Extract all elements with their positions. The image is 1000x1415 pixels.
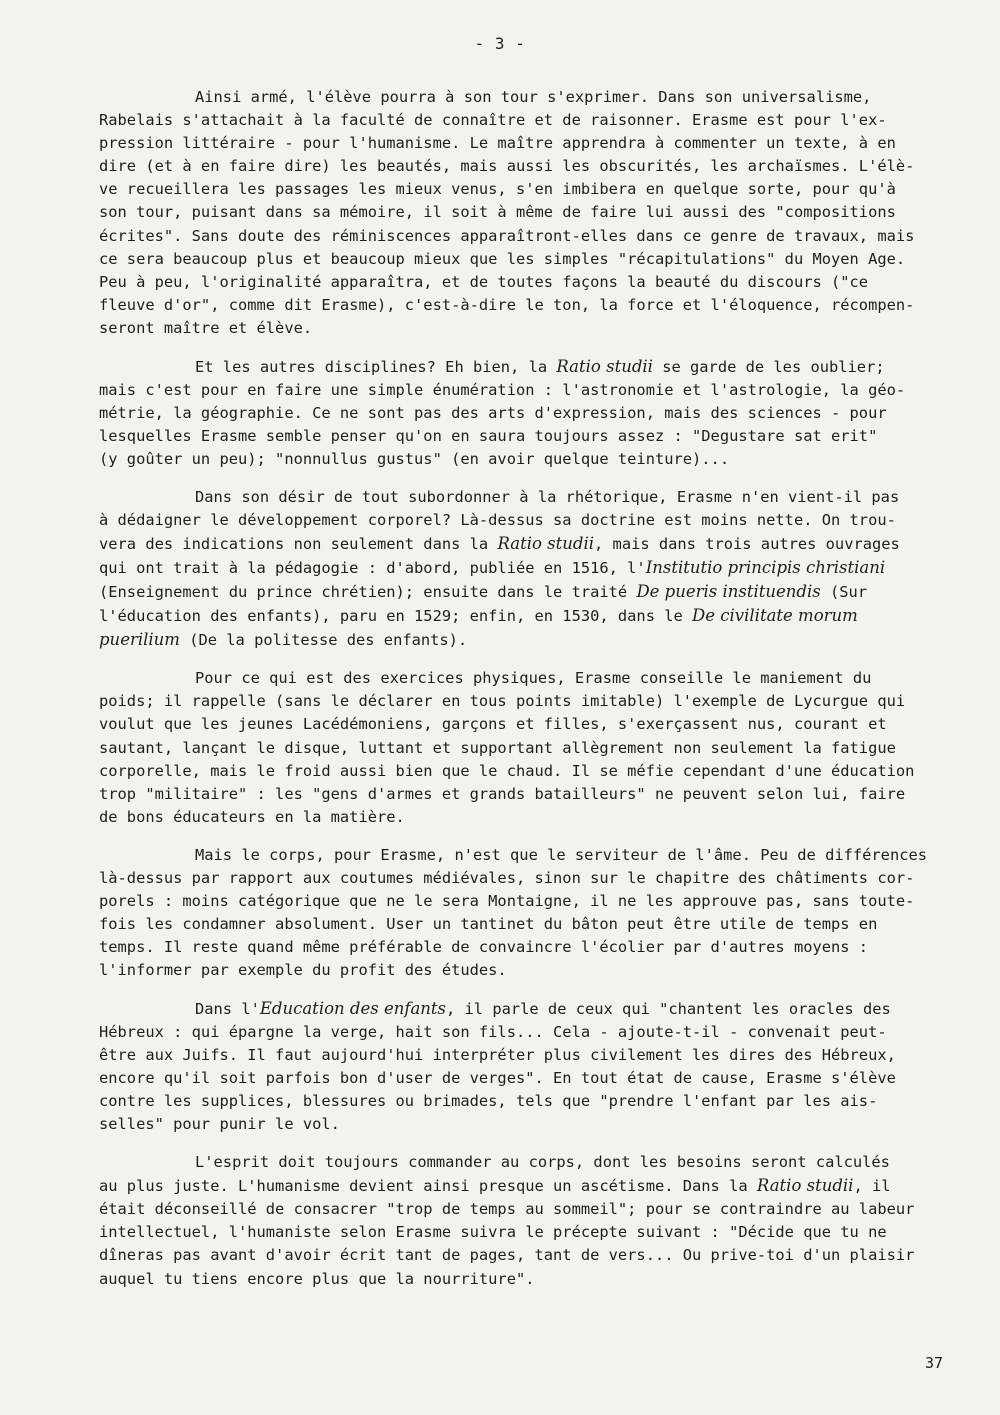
text-line xyxy=(99,1113,964,1136)
text-line xyxy=(99,178,964,201)
paragraph-3 xyxy=(99,486,964,653)
text-run: Ainsi armé, l'élève pourra à son tour s'exprimer. Dans son universalisme, xyxy=(195,88,872,106)
text-line xyxy=(99,604,964,628)
text-line xyxy=(99,844,964,867)
text-line xyxy=(99,225,964,248)
text-run: auquel tu tiens encore plus que la nourriture". xyxy=(99,1269,535,1288)
page-header-marker: - 3 - xyxy=(474,34,526,53)
text-line xyxy=(99,1067,964,1090)
italic-title: Ratio studii xyxy=(497,534,595,554)
text-line xyxy=(99,867,964,890)
text-line xyxy=(99,628,964,652)
text-run: , mais dans trois autres ouvrages xyxy=(594,535,900,554)
text-run: Peu à peu, l'originalité apparaîtra, et de toutes façons la beauté du discours ("ce xyxy=(99,272,869,291)
text-line xyxy=(99,379,964,402)
text-run: mais c'est pour en faire une simple énumération : l'astronomie et l'astrologie, la géo- xyxy=(99,380,906,399)
text-run: fois les condamner absolument. User un tantinet du bâton peut être utile de temps en xyxy=(99,914,878,933)
text-run: porels : moins catégorique que ne le sera Montaigne, il ne les approuve pas, sans toute- xyxy=(99,891,915,910)
text-run: fleuve d'or", comme dit Erasme), c'est-à-dire le ton, la force et l'éloquence, récompen- xyxy=(99,295,915,314)
paragraph-6 xyxy=(99,997,964,1137)
text-line xyxy=(99,1090,964,1113)
text-run: Rabelais s'attachait à la faculté de connaître et de raisonner. Erasme est pour l'ex- xyxy=(99,111,887,130)
text-line xyxy=(99,486,964,509)
text-run: L'esprit doit toujours commander au corps, dont les besoins seront calculés xyxy=(195,1153,890,1172)
text-line xyxy=(99,1151,964,1174)
italic-title: Ratio studii xyxy=(556,356,653,376)
text-run: selles" pour punir le vol. xyxy=(99,1115,340,1134)
text-run: lesquelles Erasme semble penser qu'on en saura toujours assez : "Degustare sat erit" xyxy=(99,427,878,445)
text-run: contre les supplices, blessures ou brimades, tels que "prendre l'enfant par les ais- xyxy=(99,1092,878,1111)
paragraph-7 xyxy=(99,1151,964,1291)
text-run: , il parle de ceux qui "chantent les oracles des xyxy=(446,999,891,1018)
italic-title: Education des enfants xyxy=(259,998,446,1018)
text-run: sautant, lançant le disque, luttant et supportant allègrement non seulement la fatigue xyxy=(99,738,896,757)
text-run: Hébreux : qui épargne la verge, hait son fils... Cela - ajoute-t-il - convenait peut- xyxy=(99,1022,887,1041)
text-line xyxy=(99,1021,964,1044)
text-run: là-dessus par rapport aux coutumes médiévales, sinon sur le chapitre des châtiments cor- xyxy=(99,868,915,887)
text-line xyxy=(99,448,964,471)
text-line xyxy=(99,890,964,913)
text-run: l'informer par exemple du profit des études. xyxy=(99,961,507,980)
text-line xyxy=(99,355,964,379)
italic-title: Ratio studii xyxy=(756,1176,854,1196)
text-run: écrites". Sans doute des réminiscences apparaîtront-elles dans ce genre de travaux, mais xyxy=(99,226,915,245)
text-run: à dédaigner le développement corporel? Là-dessus sa doctrine est moins nette. On trou- xyxy=(99,510,896,529)
text-run: qui ont trait à la pédagogie : d'abord, publiée en 1516, l' xyxy=(99,559,646,578)
text-run: poids; il rappelle (sans le déclarer en tous points imitable) l'exemple de Lycurgue qui xyxy=(99,692,906,711)
paragraph-5 xyxy=(99,844,964,983)
text-run: Dans son désir de tout subordonner à la rhétorique, Erasme n'en vient-il pas xyxy=(195,487,900,506)
text-run: ve recueillera les passages les mieux venus, s'en imbibera en quelque sorte, pour qu'à xyxy=(99,180,896,199)
text-run: son tour, puisant dans sa mémoire, il soit à même de faire lui aussi des "compositions xyxy=(99,203,896,222)
text-line xyxy=(99,155,964,178)
text-line xyxy=(99,556,964,580)
text-run: (y goûter un peu); "nonnullus gustus" (en avoir quelque teinture)... xyxy=(99,450,730,469)
text-line xyxy=(99,806,964,829)
text-run: de bons éducateurs en la matière. xyxy=(99,807,405,826)
text-line xyxy=(99,248,964,271)
text-run: Et les autres disciplines? Eh bien, la xyxy=(195,357,557,376)
text-run: dire (et à en faire dire) les beautés, mais aussi les obscurités, les archaïsmes. L'élè- xyxy=(99,157,915,176)
text-line xyxy=(99,317,964,340)
text-run: Dans l' xyxy=(195,999,260,1018)
text-run: (De la politesse des enfants). xyxy=(179,631,468,650)
text-run: corporelle, mais le froid aussi bien que le chaud. Il se méfie cependant d'une éducation xyxy=(99,761,915,780)
page-number: 37 xyxy=(925,1354,944,1372)
text-line xyxy=(99,532,964,556)
text-run: trop "militaire" : les "gens d'armes et grands batailleurs" ne peuvent selon lui, faire xyxy=(99,784,906,803)
text-run: ce sera beaucoup plus et beaucoup mieux que les simples "récapitulations" du Moyen Age. xyxy=(99,249,906,268)
text-run: (Sur xyxy=(820,583,868,602)
text-line xyxy=(99,997,964,1021)
text-run: encore qu'il soit parfois bon d'user de verges". En tout état de cause, Erasme s'élève xyxy=(99,1069,896,1088)
text-line xyxy=(99,1174,964,1198)
text-run: , il xyxy=(853,1177,891,1196)
text-run: dîneras pas avant d'avoir écrit tant de pages, tant de vers... Ou prive-toi d'un plaisir xyxy=(99,1246,915,1265)
body-text xyxy=(99,86,964,1305)
text-run: pression littéraire - pour l'humanisme. Le maître apprendra à commenter un texte, à en xyxy=(99,134,896,153)
text-run: être aux Juifs. Il faut aujourd'hui interpréter plus civilement les dires des Hébreux, xyxy=(99,1046,896,1064)
text-line xyxy=(99,201,964,224)
italic-title: De pueris instituendis xyxy=(636,582,821,602)
text-run: au plus juste. L'humanisme devient ainsi presque un ascétisme. Dans la xyxy=(99,1177,757,1196)
text-line xyxy=(99,509,964,532)
text-line xyxy=(99,294,964,317)
text-line xyxy=(99,1244,964,1267)
text-run: se garde de les oublier; xyxy=(652,357,885,376)
text-line xyxy=(99,271,964,294)
text-line xyxy=(99,132,964,155)
italic-title: De civilitate morum xyxy=(692,606,858,626)
paragraph-1 xyxy=(99,86,964,340)
text-run: (Enseignement du prince chrétien); ensuite dans le traité xyxy=(99,583,637,602)
text-line xyxy=(99,690,964,713)
text-run: seront maître et élève. xyxy=(99,318,313,337)
text-line xyxy=(99,713,964,736)
text-line xyxy=(99,86,964,109)
text-line xyxy=(99,760,964,783)
text-line xyxy=(99,783,964,806)
text-line xyxy=(99,667,964,690)
text-line xyxy=(99,1044,964,1067)
text-run: vera des indications non seulement dans la xyxy=(99,535,498,554)
text-run: intellectuel, l'humaniste selon Erasme suivra le précepte suivant : "Décide que tu ne xyxy=(99,1223,887,1242)
text-run: Pour ce qui est des exercices physiques, Erasme conseille le maniement du xyxy=(195,669,872,688)
text-line xyxy=(99,1198,964,1221)
text-line xyxy=(99,402,964,425)
text-line xyxy=(99,913,964,936)
text-run: temps. Il reste quand même préférable de convaincre l'écolier par d'autres moyens : xyxy=(99,937,869,956)
text-run: Mais le corps, pour Erasme, n'est que le serviteur de l'âme. Peu de différences xyxy=(195,845,928,864)
text-run: métrie, la géographie. Ce ne sont pas des arts d'expression, mais des sciences - pour xyxy=(99,403,887,422)
text-line xyxy=(99,580,964,604)
text-line xyxy=(99,425,964,448)
italic-title: Institutio principis christiani xyxy=(645,558,886,578)
text-line xyxy=(99,109,964,132)
text-run: voulut que les jeunes Lacédémoniens, garçons et filles, s'exerçassent nus, courant et xyxy=(99,715,887,734)
text-line xyxy=(99,1268,964,1291)
paragraph-4 xyxy=(99,667,964,829)
text-line xyxy=(99,737,964,760)
text-line xyxy=(99,936,964,959)
text-run: l'éducation des enfants), paru en 1529; enfin, en 1530, dans le xyxy=(99,607,693,626)
italic-title: puerilium xyxy=(99,630,180,650)
text-run: était déconseillé de consacrer "trop de temps au sommeil"; pour se contraindre au labeur xyxy=(99,1200,915,1219)
text-line xyxy=(99,1221,964,1244)
paragraph-2 xyxy=(99,355,964,471)
text-line xyxy=(99,959,964,982)
